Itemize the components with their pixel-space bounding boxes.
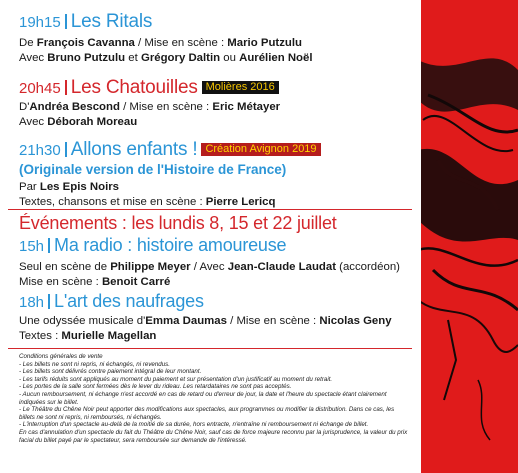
credit-name: Bruno Putzulu xyxy=(47,52,126,64)
terms-line: - Le Théâtre du Chêne Noir peut apporter des modifications aux spectacles, aux programmes ou modifier la distribution. Dans ce cas, les billets ne sont ni repris, ni remboursés, ni échangés. xyxy=(19,406,395,421)
event-time: 18h xyxy=(19,294,45,311)
credit-text: / Mise en scène : xyxy=(134,37,228,49)
credit-line xyxy=(19,275,400,290)
event-time: 15h xyxy=(19,238,45,255)
terms-line: - Les tarifs réduits sont appliqués au moment du paiement et sur présentation d'un justificatif au moment du retrait. xyxy=(19,375,333,383)
divider-bar xyxy=(65,80,67,95)
credit-name: Aurélien Noël xyxy=(239,52,313,64)
credit-text: De xyxy=(19,37,37,49)
terms-line: En cas d'annulation d'un spectacle du fait du Théâtre du Chêne Noir, sauf cas de force majeure reconnu par la jurisprudence, la valeur du prix facial du billet payé par le spectateur, sera remboursée sur demande de l'intéressé. xyxy=(19,428,408,444)
credit-name: Benoit Carré xyxy=(101,276,171,288)
terms-line: - Les billets ne sont ni repris, ni échangés, ni revendus. xyxy=(19,360,170,368)
section-divider xyxy=(8,209,412,210)
section-divider xyxy=(8,348,412,349)
credit-name: Philippe Meyer xyxy=(110,261,191,273)
credit-name: Emma Daumas xyxy=(145,315,227,327)
show-time: 20h45 xyxy=(19,80,61,97)
terms-line: - Les portes de la salle sont fermées dès le lever du rideau. Les retardataires ne sont pas acceptés. xyxy=(19,383,292,391)
show-title: Allons enfants ! xyxy=(70,139,198,160)
credit-name: François Cavanna xyxy=(36,37,135,49)
credit-name: Murielle Magellan xyxy=(61,330,157,342)
credit-name: Mario Putzulu xyxy=(227,37,302,49)
credit-line xyxy=(19,51,313,66)
credit-line xyxy=(19,100,280,115)
credit-text: / Avec xyxy=(190,261,228,273)
credit-text: (accordéon) xyxy=(336,261,400,273)
credit-text: et xyxy=(125,52,141,64)
credit-text: D' xyxy=(19,101,30,113)
credit-name: Andréa Bescond xyxy=(29,101,120,113)
terms-line: - L'interruption d'un spectacle au-delà de la moitié de sa durée, hors entracte, n'entraîne ni remboursement ni échange de billet. xyxy=(19,421,369,429)
credit-line xyxy=(19,195,321,210)
award-badge: Molières 2016 xyxy=(202,81,279,94)
events-section xyxy=(19,214,400,290)
credit-text: ou xyxy=(220,52,240,64)
credit-text: / Mise en scène : xyxy=(119,101,213,113)
event-title: Ma radio : histoire amoureuse xyxy=(54,235,287,255)
show-time: 19h15 xyxy=(19,14,61,31)
credit-line xyxy=(19,115,280,130)
terms-line: Conditions générales de vente xyxy=(19,353,103,360)
credit-name: Eric Métayer xyxy=(212,101,281,113)
credit-name: Pierre Lericq xyxy=(205,196,276,208)
credit-text: Seul en scène de xyxy=(19,261,111,273)
credit-text: / Mise en scène : xyxy=(226,315,320,327)
credit-text: Mise en scène : xyxy=(19,276,102,288)
event-block xyxy=(19,292,392,344)
show-block xyxy=(19,78,280,130)
credit-name: Les Epis Noirs xyxy=(39,181,120,193)
show-block xyxy=(19,12,313,66)
credit-text: Textes : xyxy=(19,330,62,342)
credit-text: Avec xyxy=(19,116,48,128)
credit-line xyxy=(19,180,321,195)
show-subtitle: (Originale version de l'Histoire de France) xyxy=(19,162,287,177)
credit-text: Par xyxy=(19,181,40,193)
events-heading: Événements : les lundis 8, 15 et 22 juillet xyxy=(19,213,337,233)
credit-name: Jean-Claude Laudat xyxy=(227,261,336,273)
divider-bar xyxy=(48,294,50,309)
credit-line xyxy=(19,314,392,329)
terms-line: - Les billets sont délivrés contre paiement intégral de leur montant. xyxy=(19,368,202,376)
event-title: L'art des naufrages xyxy=(54,291,204,311)
decorative-red-ink-artwork xyxy=(418,0,518,473)
credit-text: Avec xyxy=(19,52,48,64)
credit-text: Une odyssée musicale d' xyxy=(19,315,146,327)
show-title: Les Chatouilles xyxy=(70,77,198,98)
credit-line xyxy=(19,329,392,344)
creation-badge: Création Avignon 2019 xyxy=(201,143,320,156)
divider-bar xyxy=(65,14,67,29)
credit-name: Déborah Moreau xyxy=(47,116,138,128)
show-block xyxy=(19,140,321,210)
credit-line xyxy=(19,260,400,275)
credit-line xyxy=(19,36,313,51)
show-time: 21h30 xyxy=(19,142,61,159)
show-title: Les Ritals xyxy=(70,11,153,32)
divider-bar xyxy=(48,238,50,253)
credit-name: Grégory Daltin xyxy=(140,52,221,64)
terms-of-sale xyxy=(19,353,411,444)
credit-text: Textes, chansons et mise en scène : xyxy=(19,196,206,208)
divider-bar xyxy=(65,142,67,157)
credit-name: Nicolas Geny xyxy=(319,315,392,327)
terms-line: - Aucun remboursement, ni échange n'est accordé en cas de retard ou d'erreur de jour, la date et l'heure du spectacle étant clairement indiquées sur le billet. xyxy=(19,390,387,406)
